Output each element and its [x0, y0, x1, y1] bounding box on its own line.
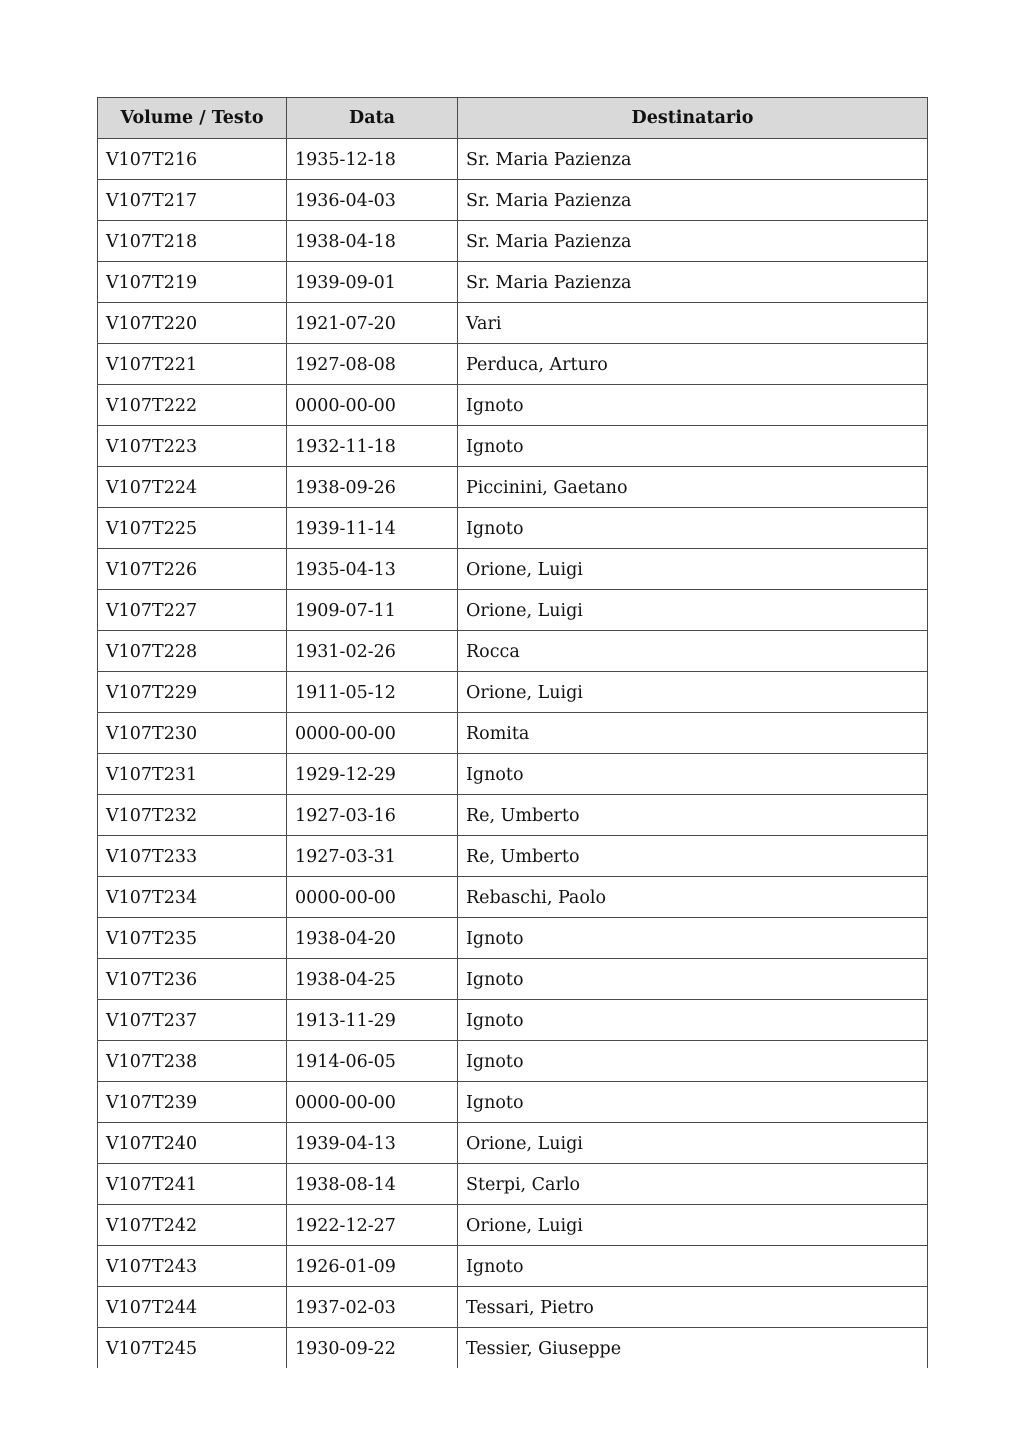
table-row [98, 262, 928, 303]
cell-data: 1930-09-22 [287, 1328, 458, 1369]
table-row [98, 385, 928, 426]
cell-destinatario: Rocca [458, 631, 928, 672]
cell-volume-testo: V107T233 [98, 836, 287, 877]
table-body [98, 139, 928, 1369]
table-row [98, 1287, 928, 1328]
cell-destinatario: Re, Umberto [458, 836, 928, 877]
table-row [98, 344, 928, 385]
cell-destinatario: Orione, Luigi [458, 1123, 928, 1164]
cell-volume-testo: V107T218 [98, 221, 287, 262]
cell-volume-testo: V107T240 [98, 1123, 287, 1164]
cell-data: 1911-05-12 [287, 672, 458, 713]
cell-data: 1932-11-18 [287, 426, 458, 467]
cell-data: 1926-01-09 [287, 1246, 458, 1287]
cell-destinatario: Ignoto [458, 426, 928, 467]
table-row [98, 631, 928, 672]
cell-volume-testo: V107T236 [98, 959, 287, 1000]
cell-destinatario: Sterpi, Carlo [458, 1164, 928, 1205]
cell-destinatario: Re, Umberto [458, 795, 928, 836]
cell-destinatario: Sr. Maria Pazienza [458, 139, 928, 180]
cell-volume-testo: V107T245 [98, 1328, 287, 1369]
cell-destinatario: Orione, Luigi [458, 590, 928, 631]
cell-destinatario: Ignoto [458, 959, 928, 1000]
cell-destinatario: Ignoto [458, 1041, 928, 1082]
cell-data: 1938-04-25 [287, 959, 458, 1000]
cell-data: 1935-04-13 [287, 549, 458, 590]
cell-data: 1913-11-29 [287, 1000, 458, 1041]
cell-destinatario: Sr. Maria Pazienza [458, 180, 928, 221]
cell-destinatario: Rebaschi, Paolo [458, 877, 928, 918]
cell-volume-testo: V107T223 [98, 426, 287, 467]
table-row [98, 1205, 928, 1246]
table-row [98, 877, 928, 918]
cell-data: 1939-11-14 [287, 508, 458, 549]
table-row [98, 918, 928, 959]
cell-destinatario: Vari [458, 303, 928, 344]
cell-volume-testo: V107T241 [98, 1164, 287, 1205]
cell-data: 1909-07-11 [287, 590, 458, 631]
table-row [98, 836, 928, 877]
column-header-destinatario: Destinatario [458, 98, 928, 139]
cell-volume-testo: V107T242 [98, 1205, 287, 1246]
cell-data: 1939-04-13 [287, 1123, 458, 1164]
cell-volume-testo: V107T219 [98, 262, 287, 303]
cell-destinatario: Romita [458, 713, 928, 754]
column-header-data: Data [287, 98, 458, 139]
cell-volume-testo: V107T226 [98, 549, 287, 590]
cell-data: 1939-09-01 [287, 262, 458, 303]
cell-data: 1938-04-18 [287, 221, 458, 262]
cell-volume-testo: V107T229 [98, 672, 287, 713]
cell-destinatario: Ignoto [458, 385, 928, 426]
cell-volume-testo: V107T216 [98, 139, 287, 180]
cell-destinatario: Orione, Luigi [458, 1205, 928, 1246]
cell-destinatario: Piccinini, Gaetano [458, 467, 928, 508]
table-row [98, 426, 928, 467]
table-row [98, 139, 928, 180]
table-row [98, 508, 928, 549]
cell-destinatario: Perduca, Arturo [458, 344, 928, 385]
cell-volume-testo: V107T235 [98, 918, 287, 959]
cell-data: 1921-07-20 [287, 303, 458, 344]
cell-destinatario: Ignoto [458, 754, 928, 795]
cell-data: 1931-02-26 [287, 631, 458, 672]
cell-data: 1927-03-16 [287, 795, 458, 836]
cell-destinatario: Ignoto [458, 1082, 928, 1123]
cell-data: 1927-08-08 [287, 344, 458, 385]
letters-register-table [97, 97, 928, 1368]
cell-data: 1937-02-03 [287, 1287, 458, 1328]
cell-data: 1936-04-03 [287, 180, 458, 221]
cell-data: 1935-12-18 [287, 139, 458, 180]
table-row [98, 713, 928, 754]
table-row [98, 1246, 928, 1287]
cell-volume-testo: V107T237 [98, 1000, 287, 1041]
table-row [98, 221, 928, 262]
cell-volume-testo: V107T217 [98, 180, 287, 221]
cell-destinatario: Ignoto [458, 1246, 928, 1287]
cell-volume-testo: V107T222 [98, 385, 287, 426]
table-row [98, 1082, 928, 1123]
table-row [98, 1041, 928, 1082]
table-row [98, 180, 928, 221]
cell-volume-testo: V107T239 [98, 1082, 287, 1123]
table-row [98, 959, 928, 1000]
cell-destinatario: Tessier, Giuseppe [458, 1328, 928, 1369]
cell-destinatario: Orione, Luigi [458, 672, 928, 713]
cell-data: 1927-03-31 [287, 836, 458, 877]
cell-volume-testo: V107T234 [98, 877, 287, 918]
table-row [98, 549, 928, 590]
table-row [98, 590, 928, 631]
cell-volume-testo: V107T225 [98, 508, 287, 549]
cell-volume-testo: V107T224 [98, 467, 287, 508]
cell-destinatario: Tessari, Pietro [458, 1287, 928, 1328]
table-row [98, 1000, 928, 1041]
table-row [98, 795, 928, 836]
table-row [98, 1164, 928, 1205]
cell-data: 1929-12-29 [287, 754, 458, 795]
cell-data: 0000-00-00 [287, 713, 458, 754]
cell-destinatario: Orione, Luigi [458, 549, 928, 590]
cell-volume-testo: V107T232 [98, 795, 287, 836]
cell-volume-testo: V107T231 [98, 754, 287, 795]
cell-destinatario: Sr. Maria Pazienza [458, 262, 928, 303]
cell-volume-testo: V107T228 [98, 631, 287, 672]
cell-volume-testo: V107T220 [98, 303, 287, 344]
cell-destinatario: Ignoto [458, 508, 928, 549]
cell-data: 0000-00-00 [287, 877, 458, 918]
cell-destinatario: Sr. Maria Pazienza [458, 221, 928, 262]
table-row [98, 467, 928, 508]
table-row [98, 1123, 928, 1164]
column-header-volume-testo: Volume / Testo [98, 98, 287, 139]
cell-volume-testo: V107T221 [98, 344, 287, 385]
cell-data: 1938-04-20 [287, 918, 458, 959]
cell-volume-testo: V107T244 [98, 1287, 287, 1328]
table-row [98, 754, 928, 795]
cell-volume-testo: V107T230 [98, 713, 287, 754]
cell-data: 1938-09-26 [287, 467, 458, 508]
table-row [98, 672, 928, 713]
cell-data: 0000-00-00 [287, 385, 458, 426]
table-row [98, 303, 928, 344]
header-row [98, 98, 928, 139]
cell-data: 1938-08-14 [287, 1164, 458, 1205]
cell-destinatario: Ignoto [458, 1000, 928, 1041]
cell-volume-testo: V107T227 [98, 590, 287, 631]
cell-data: 0000-00-00 [287, 1082, 458, 1123]
cell-data: 1914-06-05 [287, 1041, 458, 1082]
table-row [98, 1328, 928, 1369]
cell-data: 1922-12-27 [287, 1205, 458, 1246]
cell-volume-testo: V107T243 [98, 1246, 287, 1287]
cell-destinatario: Ignoto [458, 918, 928, 959]
cell-volume-testo: V107T238 [98, 1041, 287, 1082]
table-header [98, 98, 928, 139]
